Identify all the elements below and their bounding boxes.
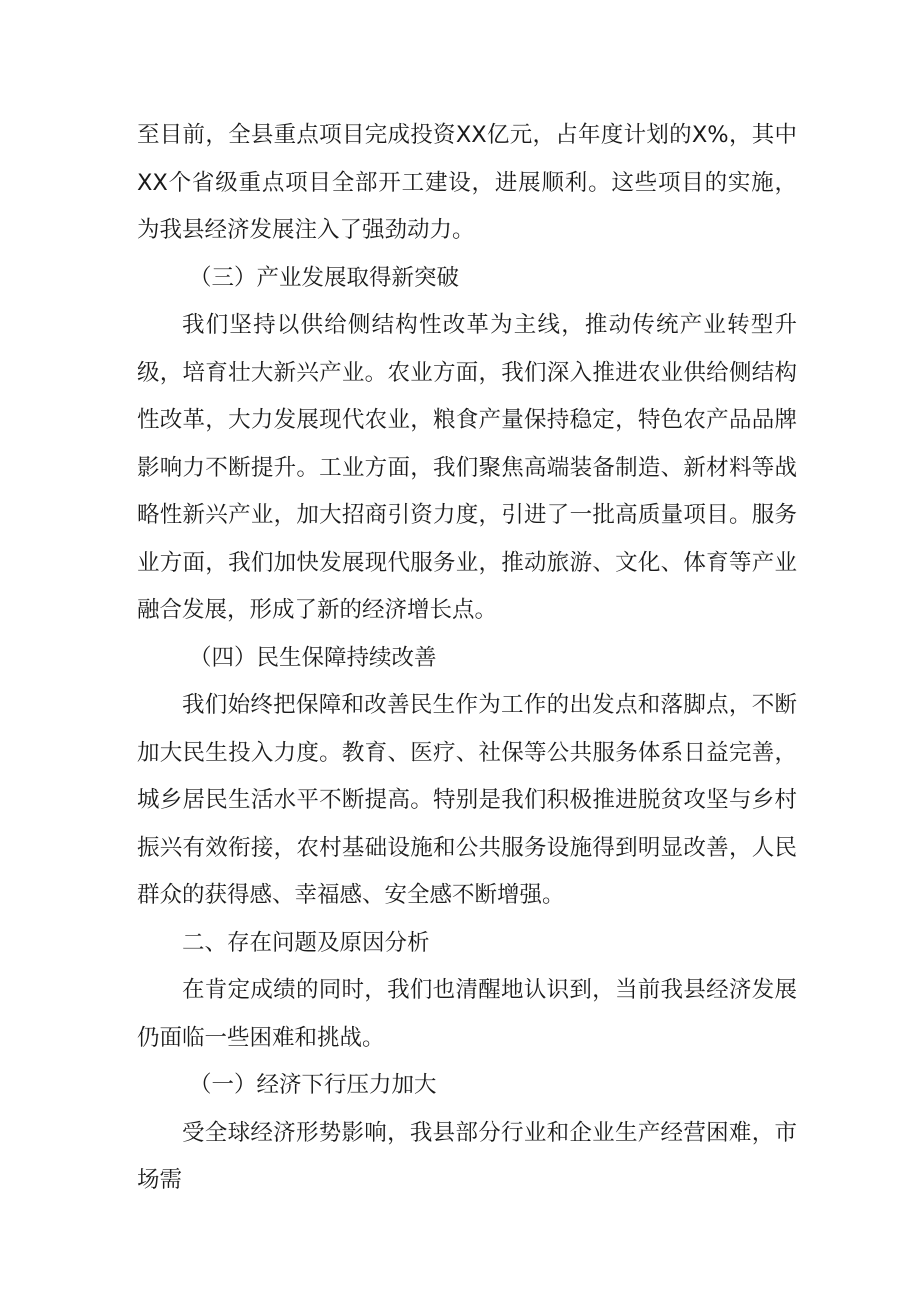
- section-heading-4: （四）民生保障持续改善: [189, 644, 437, 671]
- body-paragraph: 我们坚持以供给侧结构性改革为主线，推动传统产业转型升级，培育壮大新兴产业。农业方面，我们深入推进农业供给侧结构性改革，大力发展现代农业，粮食产量保持稳定，特色农产品品牌影响力不断提升。工业方面，我们聚焦高端装备制造、新材料等战略性新兴产业，加大招商引资力度，引进了一批高质量项目。服务业方面，我们加快发展现代服务业，推动旅游、文化、体育等产业融合发展，形成了新的经济增长点。: [137, 312, 797, 623]
- document-body: [137, 112, 797, 1205]
- chapter-heading-2: 二、存在问题及原因分析: [182, 929, 430, 956]
- section-heading-3: （三）产业发展取得新突破: [189, 264, 460, 291]
- body-paragraph: 我们始终把保障和改善民生作为工作的出发点和落脚点，不断加大民生投入力度。教育、医疗、社保等公共服务体系日益完善，城乡居民生活水平不断提高。特别是我们积极推进脱贫攻坚与乡村振兴有效衔接，农村基础设施和公共服务设施得到明显改善，人民群众的获得感、幸福感、安全感不断增强。: [137, 692, 797, 908]
- body-paragraph: 在肯定成绩的同时，我们也清醒地认识到，当前我县经济发展仍面临一些困难和挑战。: [137, 977, 797, 1051]
- section-heading-1: （一）经济下行压力加大: [189, 1072, 437, 1098]
- body-paragraph: 受全球经济形势影响，我县部分行业和企业生产经营困难，市场需: [137, 1119, 797, 1193]
- body-paragraph: 至目前，全县重点项目完成投资XX亿元，占年度计划的X%，其中XX个省级重点项目全部开工建设，进展顺利。这些项目的实施，为我县经济发展注入了强劲动力。: [137, 122, 797, 243]
